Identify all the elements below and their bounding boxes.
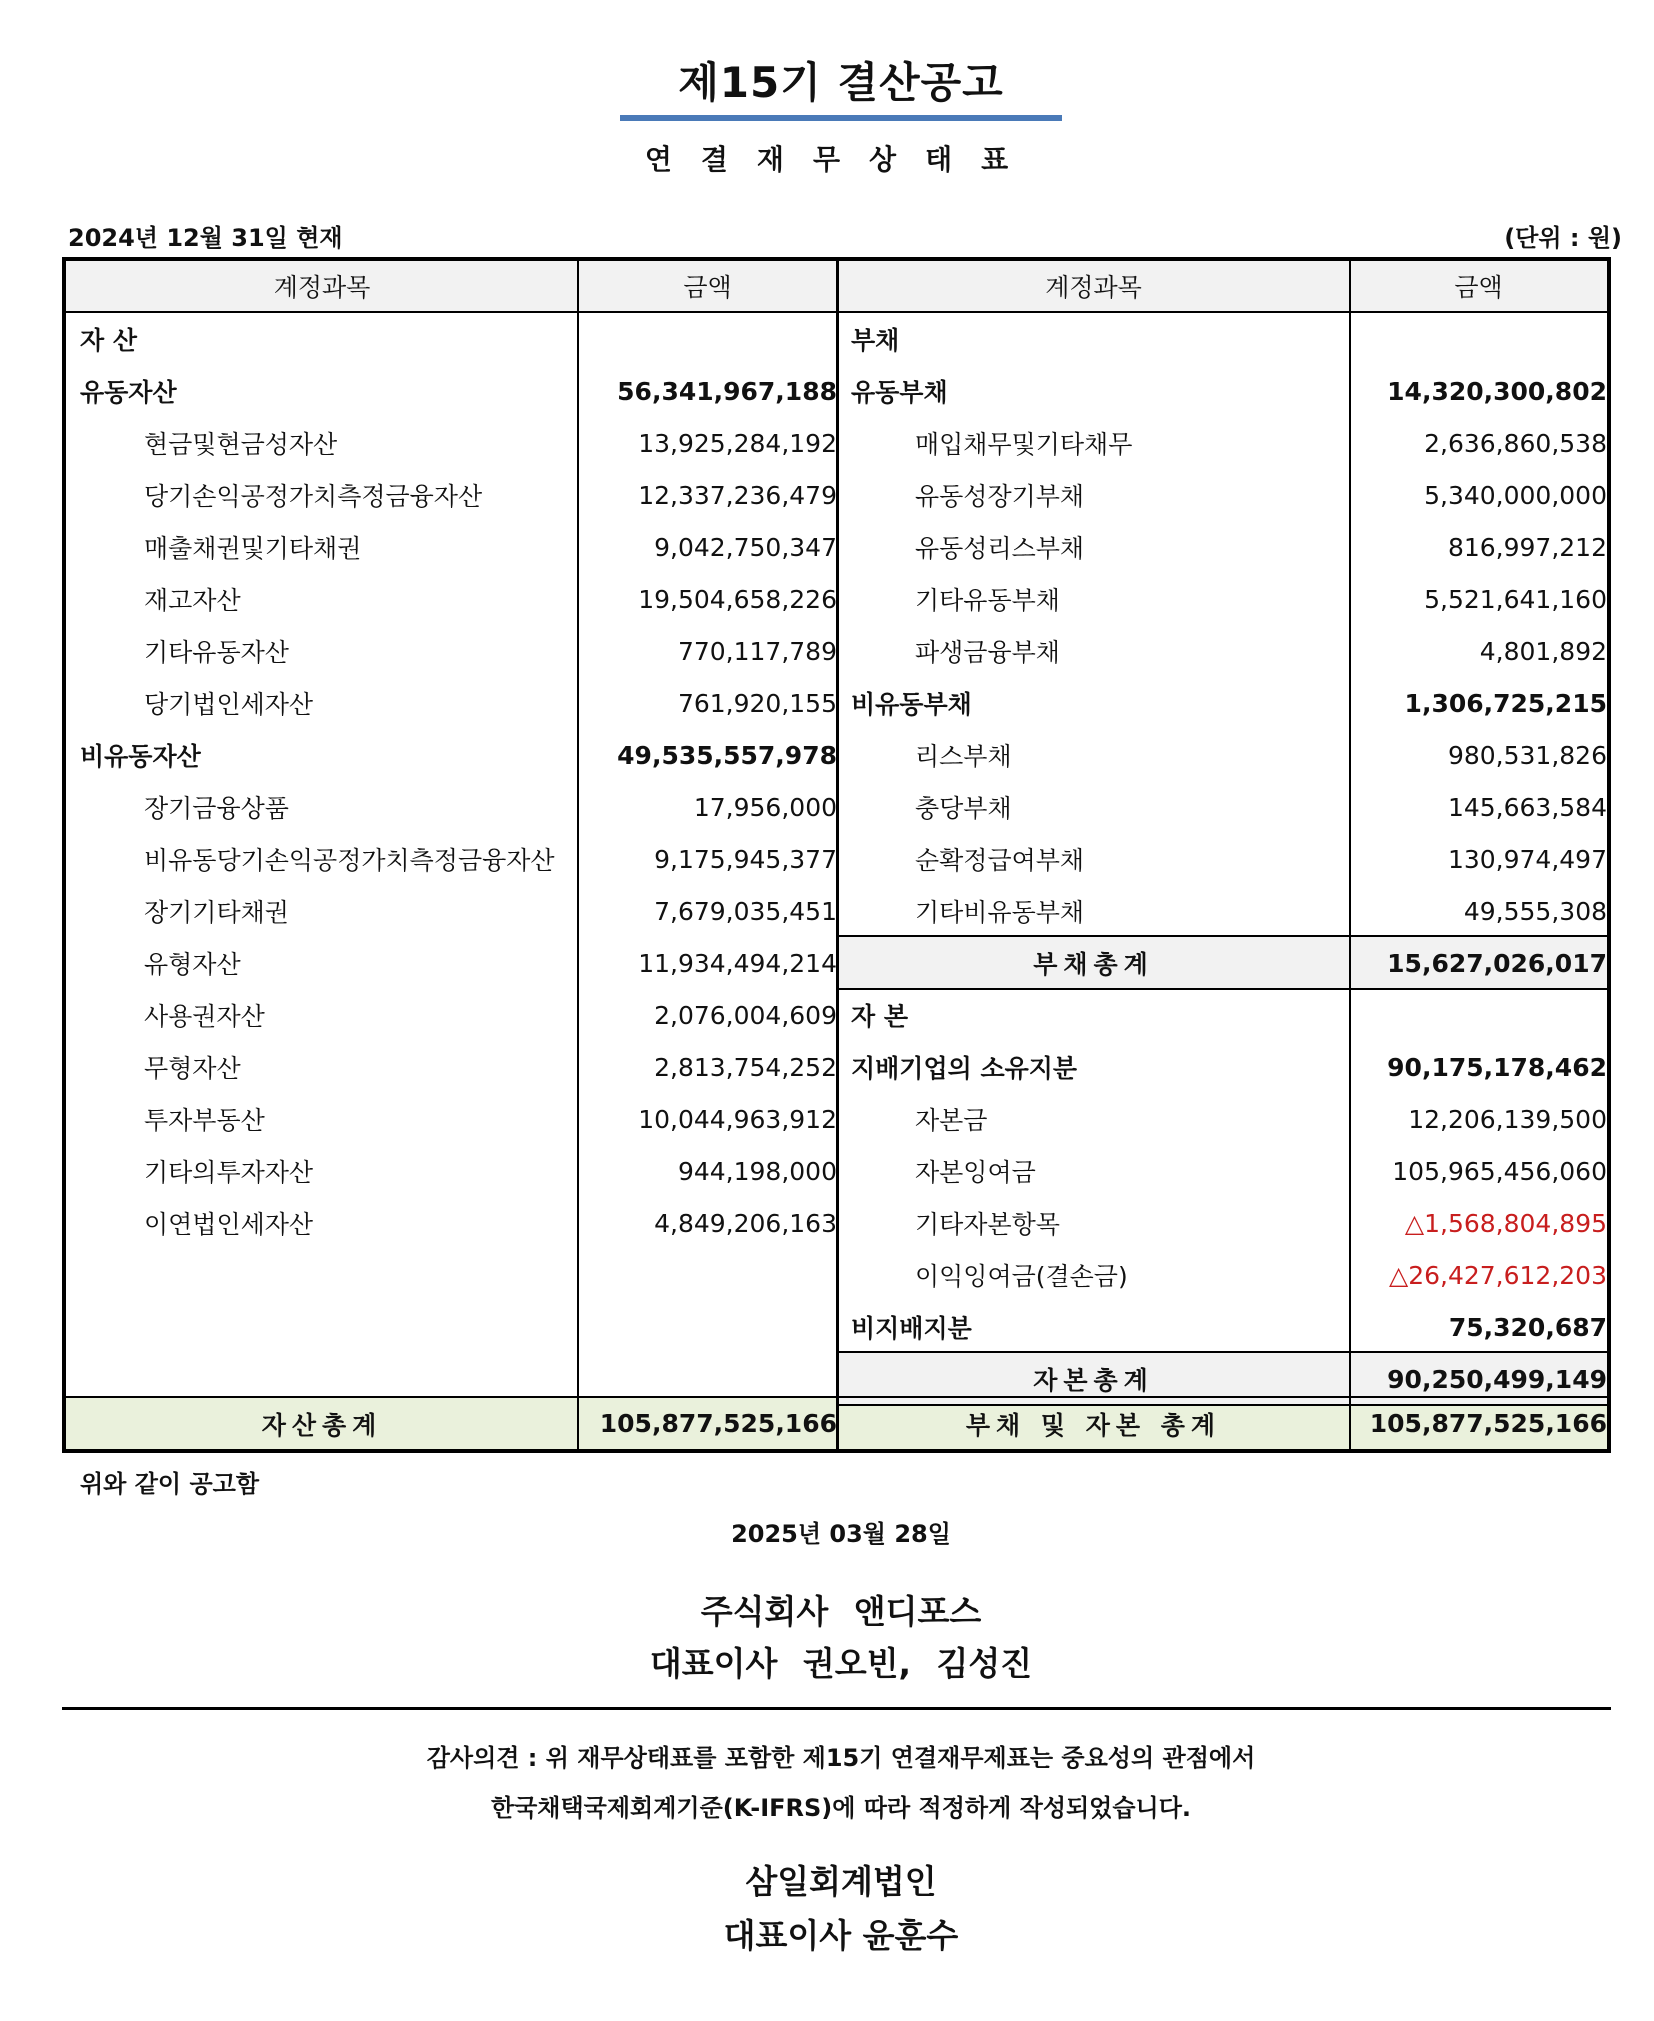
liab-equity-account-amount: 15,627,026,017: [1387, 948, 1607, 978]
subtotal-rule: [837, 935, 1607, 937]
asset-account-amount: 13,925,284,192: [638, 428, 837, 458]
asset-account-amount: 2,076,004,609: [654, 1000, 837, 1030]
audit-opinion-line-1: 감사의견 : 위 재무상태표를 포함한 제15기 연결재무제표는 중요성의 관점에서: [426, 1744, 1256, 1772]
subtotal-rule: [837, 1351, 1607, 1353]
asset-account-amount: 10,044,963,912: [638, 1104, 837, 1134]
liab-equity-account-amount: 145,663,584: [1447, 792, 1607, 822]
total-liab-equity-label: 부채 및 자본 총계: [965, 1410, 1222, 1440]
liab-equity-account-label: 유동부채: [851, 378, 948, 407]
asset-account-amount: 11,934,494,214: [638, 948, 837, 978]
liab-equity-account-amount: 5,340,000,000: [1424, 480, 1607, 510]
liab-equity-account-label: 유동성장기부채: [915, 482, 1085, 511]
asset-account-amount: 12,337,236,479: [638, 480, 837, 510]
asset-account-amount: 2,813,754,252: [654, 1052, 837, 1082]
liab-equity-account-label: 기타유동부채: [915, 586, 1060, 615]
liab-equity-account-label: 충당부채: [915, 794, 1012, 823]
liab-equity-account-amount: 105,965,456,060: [1392, 1156, 1607, 1186]
liab-equity-account-label: 부채총계: [1033, 950, 1154, 979]
asset-account-label: 비유동자산: [80, 742, 201, 771]
liab-equity-account-label: 유동성리스부채: [915, 534, 1085, 563]
asset-account-label: 장기금융상품: [144, 794, 289, 823]
asset-account-label: 자 산: [80, 326, 138, 355]
asset-account-amount: 761,920,155: [677, 688, 837, 718]
liab-equity-account-label: 자본잉여금: [915, 1158, 1036, 1187]
auditor-name: 삼일회계법인: [745, 1862, 937, 1901]
total-liab-equity-amount: 105,877,525,166: [1369, 1409, 1607, 1438]
asset-account-label: 재고자산: [144, 586, 241, 615]
divider: [62, 1707, 1611, 1710]
asset-account-amount: 9,175,945,377: [654, 844, 837, 874]
column-header-account: 계정과목: [273, 273, 371, 302]
liab-equity-account-label: 매입채무및기타채무: [915, 430, 1133, 459]
liab-equity-account-label: 지배기업의 소유지분: [851, 1054, 1078, 1083]
asset-account-label: 유동자산: [80, 378, 177, 407]
asset-account-label: 비유동당기손익공정가치측정금융자산: [144, 846, 555, 875]
asset-account-amount: 770,117,789: [677, 636, 837, 666]
company-ceo: 대표이사 권오빈, 김성진: [649, 1644, 1033, 1683]
asset-account-label: 유형자산: [144, 950, 241, 979]
asset-account-label: 기타유동자산: [144, 638, 289, 667]
asset-account-label: 무형자산: [144, 1054, 241, 1083]
liab-equity-account-label: 이익잉여금(결손금): [915, 1262, 1128, 1291]
column-header-account: 계정과목: [1045, 273, 1142, 302]
asset-account-amount: 7,679,035,451: [654, 896, 837, 926]
liab-equity-account-amount: 90,250,499,149: [1387, 1364, 1607, 1394]
asset-account-amount: 4,849,206,163: [654, 1208, 837, 1238]
asset-account-label: 매출채권및기타채권: [144, 534, 362, 563]
column-header-amount: 금액: [683, 273, 732, 302]
title-underline: [620, 115, 1062, 121]
liab-equity-account-amount: [1350, 989, 1607, 1041]
liab-equity-account-amount: 49,555,308: [1463, 896, 1607, 926]
statement-subtitle: 연결재무상태표: [644, 143, 1038, 176]
liab-equity-account-amount: △1,568,804,895: [1404, 1208, 1607, 1238]
liab-equity-account-amount: 1,306,725,215: [1404, 688, 1607, 718]
liab-equity-account-amount: 4,801,892: [1479, 636, 1607, 666]
page-title: 제15기 결산공고: [678, 58, 1004, 107]
liab-equity-account-amount: 5,521,641,160: [1424, 584, 1607, 614]
liab-equity-account-amount: 130,974,497: [1447, 844, 1607, 874]
liab-equity-account-label: 비지배지분: [851, 1314, 972, 1343]
liab-equity-account-label: 리스부채: [915, 742, 1012, 771]
liab-equity-account-label: 기타비유동부채: [915, 898, 1085, 927]
liab-equity-account-label: 부채: [851, 326, 900, 355]
asset-account-amount: 944,198,000: [677, 1156, 837, 1186]
liab-equity-account-amount: 90,175,178,462: [1387, 1052, 1607, 1082]
auditor-ceo: 대표이사 윤훈수: [723, 1916, 959, 1955]
asset-account-label: 당기법인세자산: [144, 690, 314, 719]
asset-account-amount: 9,042,750,347: [654, 532, 837, 562]
asset-account-label: 당기손익공정가치측정금융자산: [144, 482, 483, 511]
asset-account-amount: 56,341,967,188: [617, 376, 837, 406]
liab-equity-account-amount: 12,206,139,500: [1408, 1104, 1607, 1134]
asset-account-label: 사용권자산: [144, 1002, 265, 1031]
asset-account-amount: [578, 313, 837, 365]
liab-equity-account-label: 비유동부채: [851, 690, 972, 719]
total-assets-amount: 105,877,525,166: [599, 1409, 837, 1438]
announcement-date: 2025년 03월 28일: [731, 1520, 951, 1548]
liab-equity-account-label: 자본총계: [1033, 1366, 1154, 1395]
asset-account-amount: 49,535,557,978: [617, 740, 837, 770]
liab-equity-account-amount: 75,320,687: [1448, 1312, 1607, 1342]
liab-equity-account-label: 기타자본항목: [915, 1210, 1060, 1239]
liab-equity-account-amount: 816,997,212: [1447, 532, 1607, 562]
asset-account-label: 장기기타채권: [144, 898, 289, 927]
asset-account-amount: 19,504,658,226: [638, 584, 837, 614]
currency-unit: (단위 : 원): [1504, 224, 1622, 252]
liab-equity-account-amount: 14,320,300,802: [1387, 376, 1607, 406]
column-header-amount: 금액: [1454, 273, 1503, 302]
liab-equity-account-amount: 2,636,860,538: [1424, 428, 1607, 458]
liab-equity-account-amount: [1350, 313, 1607, 365]
liab-equity-account-label: 자 본: [851, 1002, 909, 1031]
asset-account-label: 투자부동산: [144, 1106, 265, 1135]
liab-equity-account-amount: △26,427,612,203: [1388, 1260, 1607, 1290]
company-name: 주식회사 앤디포스: [700, 1592, 982, 1631]
announcement-note: 위와 같이 공고함: [80, 1470, 259, 1498]
asset-account-amount: 17,956,000: [693, 792, 837, 822]
liab-equity-account-label: 순확정급여부채: [915, 846, 1085, 875]
as-of-date: 2024년 12월 31일 현재: [68, 224, 343, 252]
audit-opinion-line-2: 한국채택국제회계기준(K-IFRS)에 따라 적정하게 작성되었습니다.: [490, 1794, 1192, 1822]
liab-equity-account-amount: 980,531,826: [1447, 740, 1607, 770]
balance-sheet-table: [62, 257, 1611, 1453]
total-assets-label: 자산총계: [261, 1410, 383, 1440]
asset-account-label: 이연법인세자산: [144, 1210, 314, 1239]
asset-account-label: 기타의투자자산: [144, 1158, 314, 1187]
asset-account-label: 현금및현금성자산: [144, 430, 338, 459]
liab-equity-account-label: 파생금융부채: [915, 638, 1060, 667]
liab-equity-account-label: 자본금: [915, 1106, 988, 1135]
